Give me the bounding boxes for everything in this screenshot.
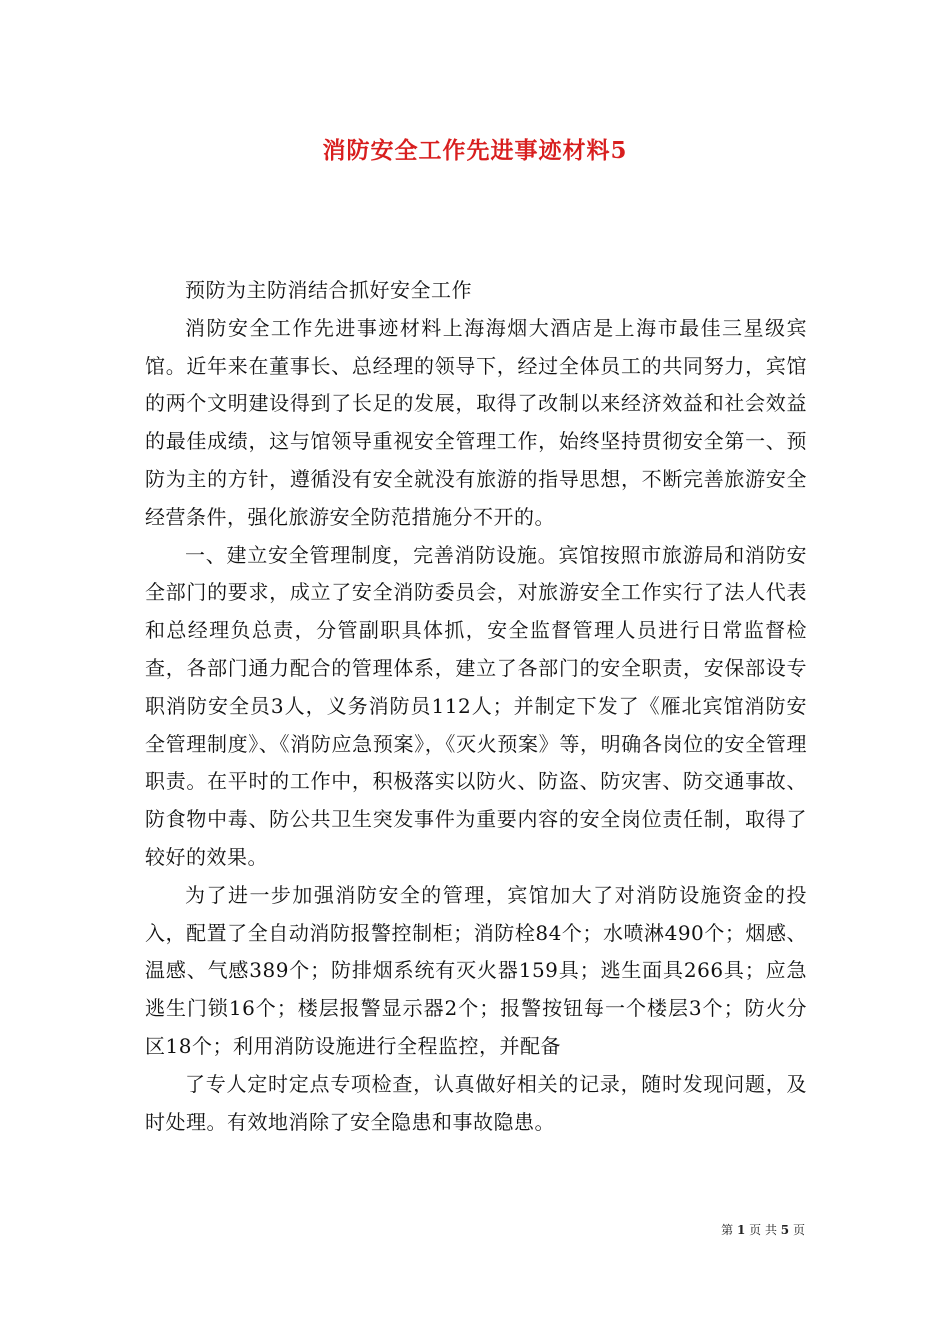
current-page-number: 1: [736, 1223, 746, 1237]
total-page-count: 5: [780, 1223, 790, 1237]
footer-middle: 页 共: [749, 1223, 777, 1237]
subtitle-paragraph: 预防为主防消结合抓好安全工作: [185, 278, 472, 302]
section-one-paragraph: 一、建立安全管理制度，完善消防设施。宾馆按照市旅游局和消防安全部门的要求，成立了安全消防委员会，对旅游安全工作实行了法人代表和总经理负总责，分管副职具体抓，安全监督管理人员进行日常监督检查，各部门通力配合的管理体系，建立了各部门的安全职责，安保部设专职消防安全员3人，义务消防员112人；并制定下发了《雁北宾馆消防安全管理制度》、《消防应急预案》，《灭火预案》等，明确各岗位的安全管理职责。在平时的工作中，积极落实以防火、防盗、防灾害、防交通事故、防食物中毒、防公共卫生突发事件为重要内容的安全岗位责任制，取得了较好的效果。: [145, 542, 807, 869]
document-body: [145, 272, 807, 1141]
intro-paragraph: 消防安全工作先进事迹材料上海海烟大酒店是上海市最佳三星级宾馆。近年来在董事长、总经理的领导下，经过全体员工的共同努力，宾馆的两个文明建设得到了长足的发展，取得了改制以来经济效益和社会效益的最佳成绩，这与馆领导重视安全管理工作，始终坚持贯彻安全第一、预防为主的方针，遵循没有安全就没有旅游的指导思想，不断完善旅游安全经营条件，强化旅游安全防范措施分不开的。: [145, 315, 807, 529]
footer-prefix: 第: [721, 1223, 734, 1237]
footer-suffix: 页: [792, 1223, 805, 1237]
page-number-footer: [721, 1221, 805, 1238]
equipment-paragraph: 为了进一步加强消防安全的管理，宾馆加大了对消防设施资金的投入，配置了全自动消防报警控制柜；消防栓84个；水喷淋490个；烟感、温感、气感389个；防排烟系统有灭火器159具；逃生面具266具；应急逃生门锁16个；楼层报警显示器2个；报警按钮每一个楼层3个；防火分区18个；利用消防设施进行全程监控，并配备: [145, 882, 807, 1058]
document-title: 消防安全工作先进事迹材料5: [322, 137, 628, 164]
inspection-paragraph: 了专人定时定点专项检查，认真做好相关的记录，随时发现问题，及时处理。有效地消除了安全隐患和事故隐患。: [145, 1071, 807, 1134]
